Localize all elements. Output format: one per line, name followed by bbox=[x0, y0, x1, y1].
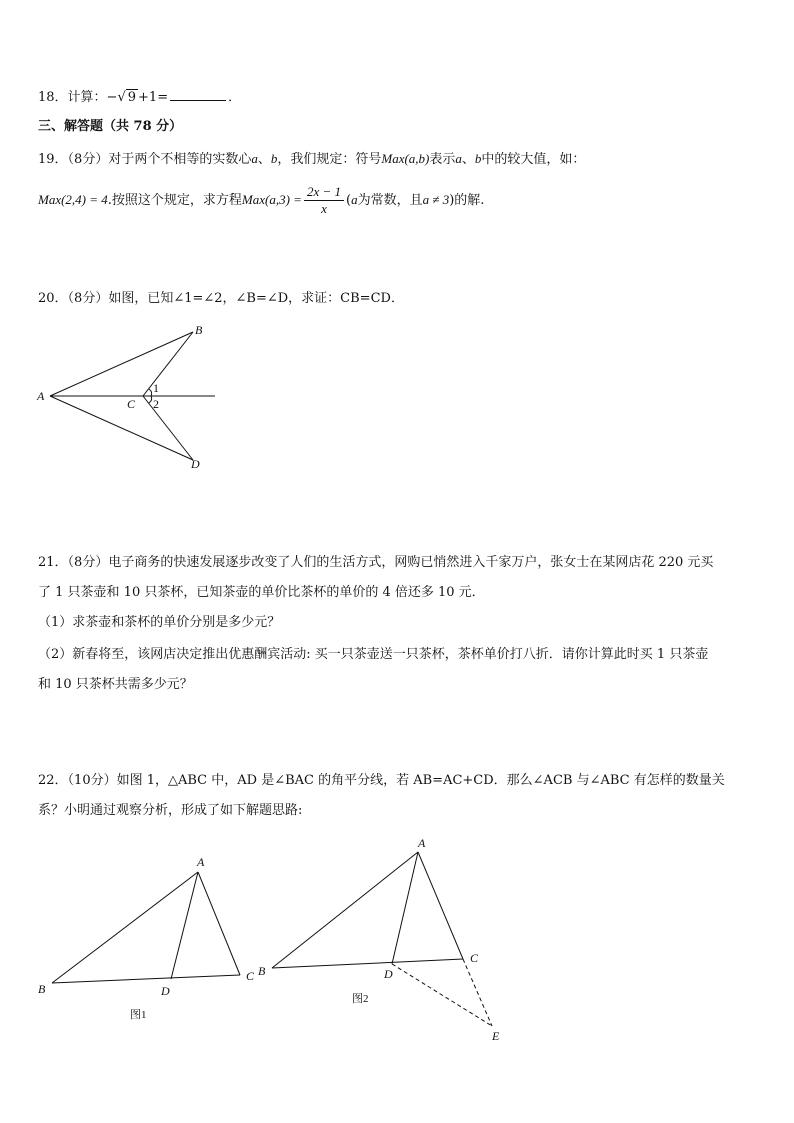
q22-fig2-segment-bc bbox=[272, 959, 463, 968]
q19-frac-num: 2x − 1 bbox=[304, 184, 344, 201]
q18-label: 18．计算： bbox=[38, 90, 107, 105]
section3-title: 三、解答题（共 78 分） bbox=[38, 119, 183, 134]
q22-line2: 系？小明通过观察分析，形成了如下解题思路: bbox=[38, 803, 303, 818]
q19-text-g: 为常数，且 bbox=[357, 193, 423, 208]
q20-angle2-label: 2 bbox=[153, 397, 159, 411]
q22-fig2-label-a: A bbox=[418, 836, 426, 850]
q21-line1: 21．（8分）电子商务的快速发展逐步改变了人们的生活方式，网购已悄然进入千家万户，张女士在某网店花 220 元买 bbox=[38, 555, 714, 570]
q22-fig1-label-b: B bbox=[38, 982, 46, 996]
q19-text-h: )的解. bbox=[449, 193, 485, 208]
q22-fig2-dashed-de bbox=[392, 964, 492, 1026]
q22-fig2-segment-ac bbox=[418, 852, 463, 959]
q22-fig2-segment-ad bbox=[392, 852, 418, 964]
q19-text-c: 表示 bbox=[429, 152, 456, 167]
q20-label-d: D bbox=[191, 457, 200, 471]
q19-sep: 、 bbox=[257, 152, 271, 167]
q22-fig1-label-c: C bbox=[246, 969, 255, 983]
q18-radicand: 9 bbox=[127, 90, 137, 105]
q20-label-a: A bbox=[37, 389, 45, 403]
q18-expr-rest: +1= bbox=[138, 90, 169, 105]
q21-sub1: （1）求茶壶和茶杯的单价分别是多少元？ bbox=[38, 615, 281, 630]
q19-max-ab: Max(a,b) bbox=[381, 151, 430, 166]
q21-sub2-line1: （2）新春将至，该网店决定推出优惠酬宾活动: 买一只茶壶送一只茶杯，茶杯单价打八折．请你计算此时买 1 只茶壶 bbox=[38, 647, 709, 662]
q18-sign: − bbox=[106, 90, 118, 105]
q20-angle1-label: 1 bbox=[153, 381, 159, 395]
q19-var-b: b bbox=[270, 151, 278, 166]
q22-fig2-dashed-ce bbox=[463, 959, 492, 1026]
q22-fig2-caption: 图2 bbox=[352, 993, 369, 1005]
q20-label-c: C bbox=[127, 397, 136, 411]
q19-sep-2: 、 bbox=[461, 152, 475, 167]
q22-fig2-segment-ab bbox=[272, 852, 418, 968]
q19-text-f: ( bbox=[346, 193, 352, 208]
q21-sub2-line2: 和 10 只茶杯共需多少元？ bbox=[38, 677, 193, 692]
q19-text-a: 19．（8分）对于两个不相等的实数心 bbox=[38, 152, 252, 167]
q22-fig2-label-d: D bbox=[384, 967, 393, 981]
q19-max-example: Max(2,4) = 4 bbox=[38, 192, 108, 207]
q19-max-a3: Max(a,3) = bbox=[241, 192, 302, 207]
q19-var-b-2: b bbox=[474, 151, 482, 166]
q19-text-d: 中的较大值，如： bbox=[481, 152, 586, 167]
q19-frac-den: x bbox=[321, 201, 327, 216]
q19-text-e: .按照这个规定，求方程 bbox=[107, 193, 242, 208]
q19-var-a-2: a bbox=[455, 151, 462, 166]
q19-var-a: a bbox=[251, 151, 258, 166]
q20-text: 20．（8分）如图，已知∠1=∠2，∠B=∠D，求证：CB=CD． bbox=[38, 291, 404, 306]
q21-line2: 了 1 只茶壶和 10 只茶杯，已知茶壶的单价比茶杯的单价的 4 倍还多 10 元． bbox=[38, 585, 485, 600]
q22-fig1-label-a: A bbox=[197, 855, 205, 869]
q19-condition: a ≠ 3 bbox=[422, 192, 450, 207]
q22-line1: 22．（10分）如图 1，△ABC 中，AD 是∠BAC 的角平分线，若 AB=AC+CD．那么∠ACB 与∠ABC 有怎样的数量关 bbox=[38, 773, 725, 788]
q22-fig2-label-b: B bbox=[258, 964, 266, 978]
q22-fig2-label-c: C bbox=[470, 951, 479, 965]
q22-fig2-label-e: E bbox=[492, 1029, 500, 1043]
q19-text-b: ，我们规定：符号 bbox=[277, 152, 382, 167]
q18-end: ． bbox=[228, 90, 242, 105]
q19-var-a-3: a bbox=[351, 192, 358, 207]
sqrt-symbol-icon: √ bbox=[117, 90, 126, 105]
q22-fig1-caption: 图1 bbox=[130, 1009, 147, 1021]
q20-label-b: B bbox=[195, 323, 203, 337]
q22-fig1-label-d: D bbox=[161, 984, 170, 998]
